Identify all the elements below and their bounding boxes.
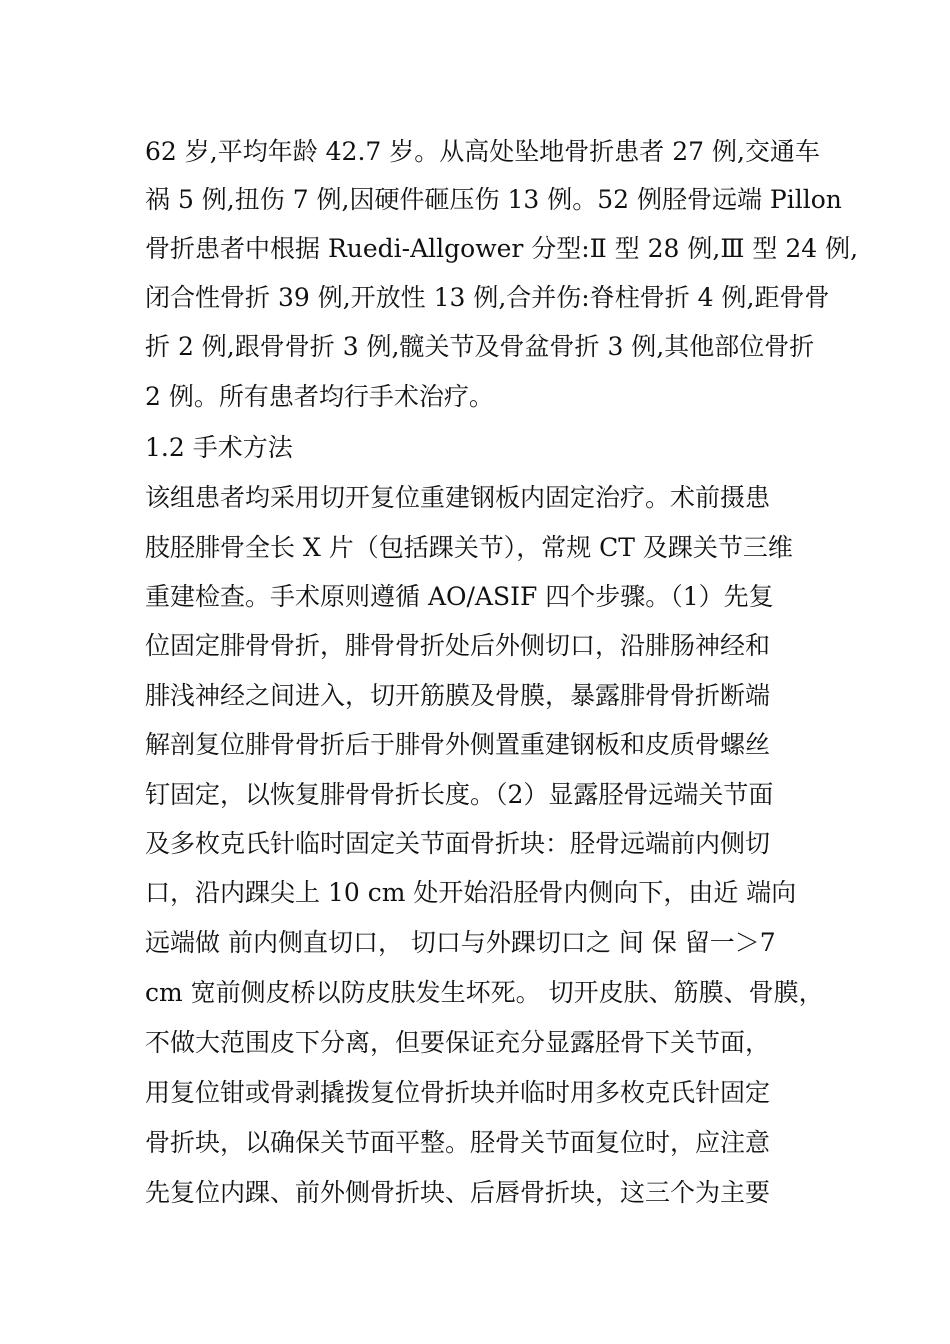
text-line: 该组患者均采用切开复位重建钢板内固定治疗。术前摄患 — [145, 483, 771, 512]
text-line: 腓浅神经之间进入，切开筋膜及骨膜，暴露腓骨骨折断端 — [145, 681, 771, 710]
text-line: 闭合性骨折 39 例,开放性 13 例,合并伤:脊柱骨折 4 例,距骨骨 — [145, 283, 830, 312]
text-line: 骨折患者中根据 Ruedi-Allgower 分型:Ⅱ 型 28 例,Ⅲ 型 24 例, — [145, 234, 859, 263]
text-line: 折 2 例,跟骨骨折 3 例,髋关节及骨盆骨折 3 例,其他部位骨折 — [145, 332, 815, 361]
text-line: 钉固定，以恢复腓骨骨折长度。（2）显露胫骨远端关节面 — [145, 780, 774, 809]
text-line: 祸 5 例,扭伤 7 例,因硬件砸压伤 13 例。52 例胫骨远端 Pillon — [145, 185, 842, 214]
text-line: 用复位钳或骨剥撬拨复位骨折块并临时用多枚克氏针固定 — [145, 1078, 771, 1107]
text-line: 解剖复位腓骨骨折后于腓骨外侧置重建钢板和皮质骨螺丝 — [145, 730, 771, 759]
text-line: 肢胫腓骨全长 X 片（包括踝关节），常规 CT 及踝关节三维 — [145, 533, 793, 562]
text-line: 远端做 前内侧直切口， 切口与外踝切口之 间 保 留一＞7 — [145, 928, 776, 957]
text-line: 及多枚克氏针临时固定关节面骨折块：胫骨远端前内侧切 — [145, 829, 771, 858]
text-line: 2 例。所有患者均行手术治疗。 — [145, 382, 494, 411]
text-line: 骨折块，以确保关节面平整。胫骨关节面复位时，应注意 — [145, 1128, 771, 1157]
text-line: 先复位内踝、前外侧骨折块、后唇骨折块，这三个为主要 — [145, 1178, 771, 1207]
text-line: 重建检查。手术原则遵循 AO/ASIF 四个步骤。（1）先复 — [145, 582, 774, 611]
text-line: 不做大范围皮下分离，但要保证充分显露胫骨下关节面， — [145, 1028, 771, 1057]
text-line: 62 岁,平均年龄 42.7 岁。从高处坠地骨折患者 27 例,交通车 — [145, 137, 820, 166]
section-heading: 1.2 手术方法 — [145, 433, 293, 462]
text-line: cm 宽前侧皮桥以防皮肤发生坏死。 切开皮肤、筋膜、骨膜， — [145, 978, 824, 1007]
text-line: 口，沿内踝尖上 10 cm 处开始沿胫骨内侧向下，由近 端向 — [145, 878, 797, 907]
text-line: 位固定腓骨骨折，腓骨骨折处后外侧切口，沿腓肠神经和 — [145, 631, 771, 660]
